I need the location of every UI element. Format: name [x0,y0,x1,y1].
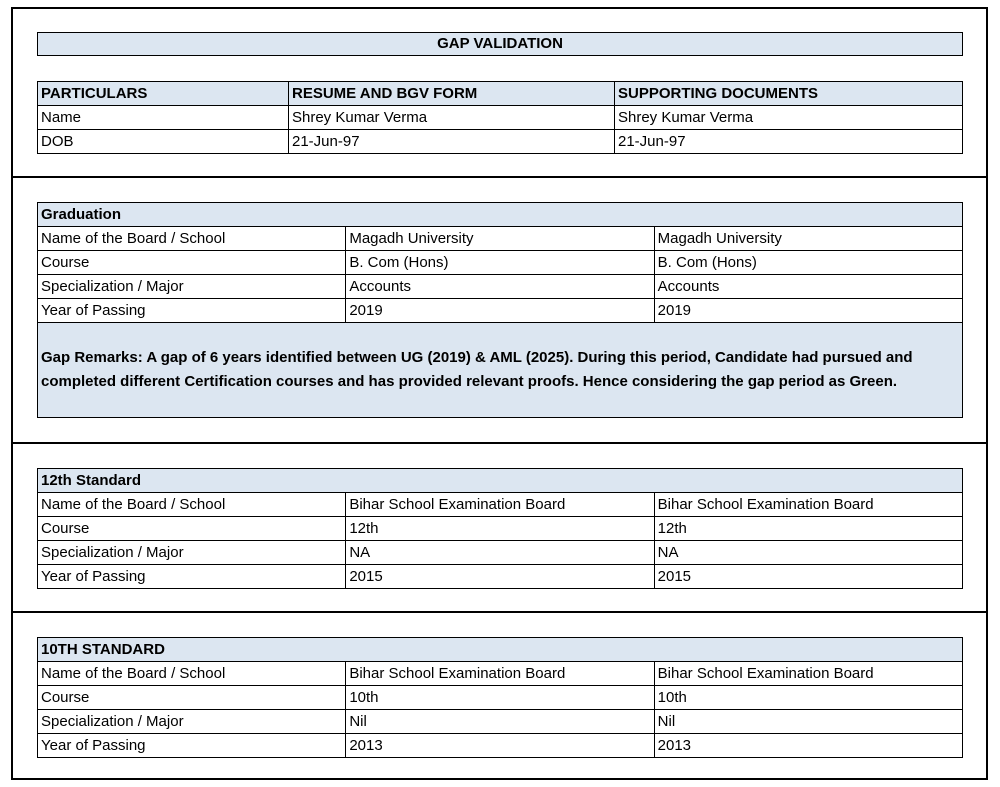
table-row [38,227,963,251]
table-row [38,106,963,130]
resume-value: 10th [346,686,654,710]
section-header-row [38,203,963,227]
row-label: Specialization / Major [38,710,346,734]
resume-value: Magadh University [346,227,654,251]
resume-value: NA [346,541,654,565]
table-row [38,251,963,275]
table-row [38,662,963,686]
section-divider [11,611,988,613]
resume-value: 2019 [346,299,654,323]
row-label: Name of the Board / School [38,227,346,251]
resume-value: Shrey Kumar Verma [289,106,615,130]
column-header: SUPPORTING DOCUMENTS [615,82,963,106]
document-value: Accounts [654,275,962,299]
gap-remarks: Gap Remarks: A gap of 6 years identified between UG (2019) & AML (2025). During this period, Candidate had pursued and completed different Certification courses and has provided relevant proofs. Hence considering the gap period as Green. [38,323,963,418]
column-header: RESUME AND BGV FORM [289,82,615,106]
page-title: GAP VALIDATION [38,33,963,56]
resume-value: Bihar School Examination Board [346,493,654,517]
section-header-row [38,638,963,662]
resume-value: 12th [346,517,654,541]
row-label: Year of Passing [38,299,346,323]
tenth-table [37,637,963,758]
row-label: Specialization / Major [38,541,346,565]
document-value: 2013 [654,734,962,758]
section-heading: Graduation [38,203,963,227]
row-label: Course [38,686,346,710]
section-header-row [38,469,963,493]
twelfth-table [37,468,963,589]
table-row [38,734,963,758]
document-value: B. Com (Hons) [654,251,962,275]
table-row [38,275,963,299]
row-label: Name of the Board / School [38,493,346,517]
resume-value: 2013 [346,734,654,758]
table-row [38,710,963,734]
title-table [37,32,963,56]
column-header: PARTICULARS [38,82,289,106]
table-row [38,130,963,154]
row-label: Course [38,251,346,275]
resume-value: 2015 [346,565,654,589]
row-label: Specialization / Major [38,275,346,299]
document-value: Bihar School Examination Board [654,662,962,686]
table-row [38,493,963,517]
row-label: Year of Passing [38,565,346,589]
table-header-row [38,82,963,106]
document-value: 2015 [654,565,962,589]
table-row [38,686,963,710]
document-value: 10th [654,686,962,710]
resume-value: Nil [346,710,654,734]
resume-value: Accounts [346,275,654,299]
table-row [38,517,963,541]
row-label: Course [38,517,346,541]
row-label: Name [38,106,289,130]
particulars-table [37,81,963,154]
document-value: 21-Jun-97 [615,130,963,154]
table-row [38,299,963,323]
gap-remarks-row [38,323,963,418]
section-heading: 12th Standard [38,469,963,493]
resume-value: Bihar School Examination Board [346,662,654,686]
graduation-table [37,202,963,418]
document-value: NA [654,541,962,565]
document-value: Bihar School Examination Board [654,493,962,517]
document-value: Shrey Kumar Verma [615,106,963,130]
section-heading: 10TH STANDARD [38,638,963,662]
table-row [38,541,963,565]
document-value: Magadh University [654,227,962,251]
row-label: DOB [38,130,289,154]
section-divider [11,176,988,178]
row-label: Year of Passing [38,734,346,758]
document-value: 2019 [654,299,962,323]
resume-value: B. Com (Hons) [346,251,654,275]
document-value: Nil [654,710,962,734]
table-row [38,565,963,589]
resume-value: 21-Jun-97 [289,130,615,154]
document-value: 12th [654,517,962,541]
row-label: Name of the Board / School [38,662,346,686]
section-divider [11,442,988,444]
